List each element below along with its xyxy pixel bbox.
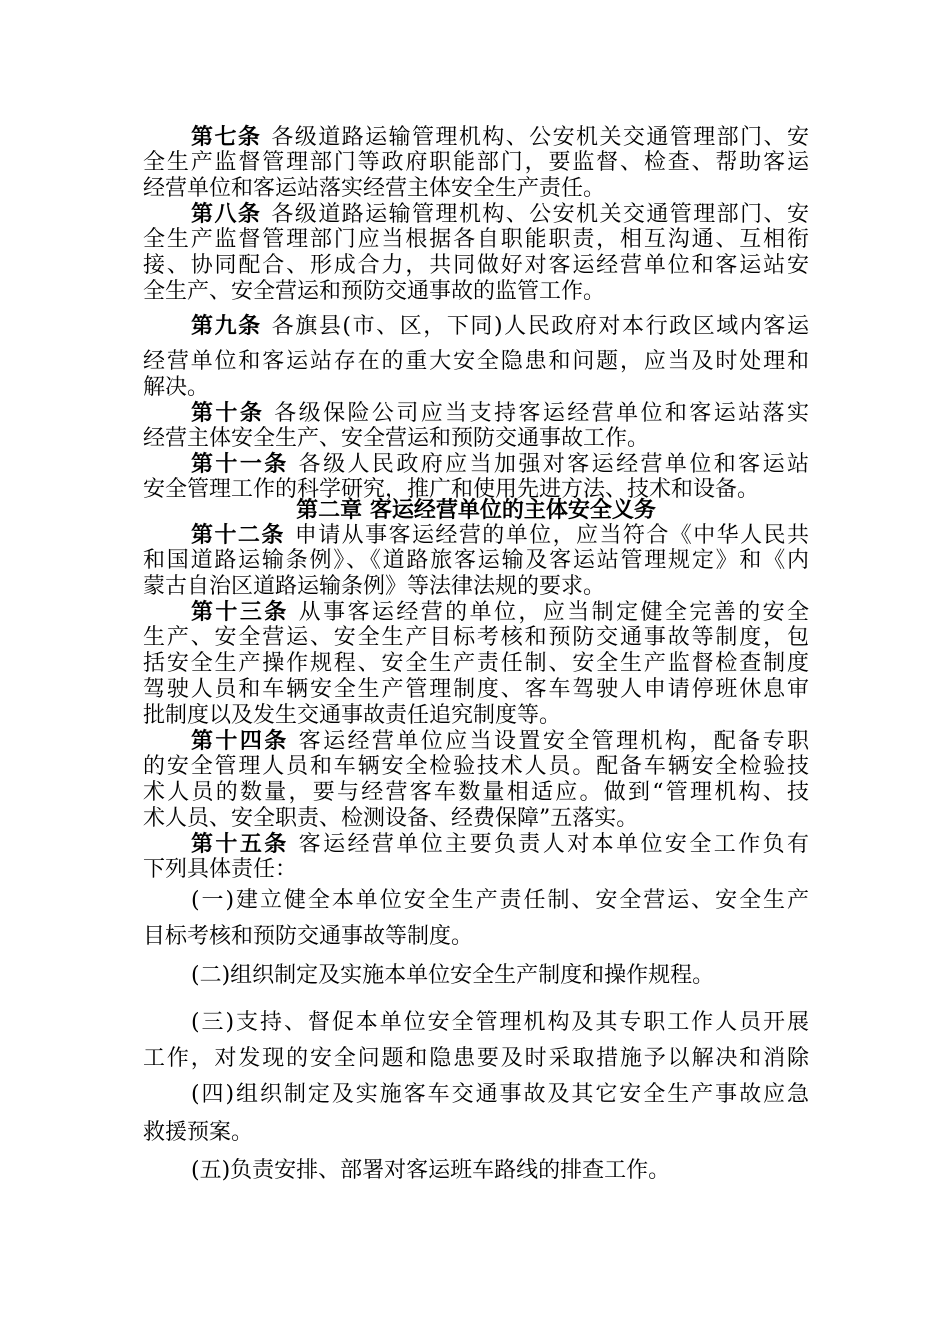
article-14-label: 第十四条: [191, 728, 289, 754]
article-10-line-2: 经营主体安全生产、安全营运和预防交通事故工作。: [143, 426, 650, 451]
article-15-label: 第十五条: [191, 831, 289, 857]
article-7-label: 第七条: [191, 124, 262, 150]
article-13-text-1: 从事客运经营的单位，应当制定健全完善的安全: [298, 600, 809, 625]
article-12-label: 第十二条: [191, 522, 285, 548]
item-3-line-1: (三)支持、督促本单位安全管理机构及其专职工作人员开展: [191, 1010, 809, 1035]
article-8-label: 第八条: [191, 201, 262, 227]
article-9-line-3: 解决。: [143, 375, 210, 400]
article-14-line-3: 术人员的数量，要与经营客车数量相适应。做到“管理机构、技: [143, 780, 809, 805]
article-10-label: 第十条: [191, 400, 265, 426]
article-13-line-2: 生产、安全营运、安全生产目标考核和预防交通事故等制度，包: [143, 625, 809, 650]
article-7-text-1: 各级道路运输管理机构、公安机关交通管理部门、安: [271, 125, 809, 150]
article-12-text-1: 申请从事客运经营的单位，应当符合《中华人民共: [294, 523, 809, 548]
article-11-line-1: [191, 451, 809, 478]
article-13-line-3: 括安全生产操作规程、安全生产责任制、安全生产监督检查制度: [143, 651, 809, 676]
article-9-line-2: 经营单位和客运站存在的重大安全隐患和问题，应当及时处理和: [143, 349, 809, 374]
article-15-line-1: [191, 831, 809, 858]
article-11-line-2: 安全管理工作的科学研究，推广和使用先进方法、技术和设备。: [143, 477, 760, 502]
article-15-text-1: 客运经营单位主要负责人对本单位安全工作负有: [298, 832, 809, 857]
chapter-2-heading: 第二章 客运经营单位的主体安全义务: [296, 497, 656, 523]
item-1-line-1: (一)建立健全本单位安全生产责任制、安全营运、安全生产: [191, 888, 809, 913]
article-14-line-2: 的安全管理人员和车辆安全检验技术人员。配备车辆安全检验技: [143, 754, 809, 779]
article-7-line-1: [191, 124, 809, 151]
item-2-line-1: (二)组织制定及实施本单位安全生产制度和操作规程。: [191, 963, 715, 988]
item-3-line-2: 工作，对发现的安全问题和隐患要及时采取措施予以解决和消除: [143, 1046, 809, 1071]
article-8-text-1: 各级道路运输管理机构、公安机关交通管理部门、安: [271, 202, 809, 227]
article-14-text-1: 客运经营单位应当设置安全管理机构，配备专职: [298, 729, 809, 754]
article-12-line-1: [191, 522, 809, 549]
article-9-text-1: 各旗县(市、区，下同)人民政府对本行政区域内客运: [271, 314, 809, 339]
item-4-line-1: (四)组织制定及实施客车交通事故及其它安全生产事故应急: [191, 1082, 809, 1107]
article-7-line-2: 全生产监督管理部门等政府职能部门，要监督、检查、帮助客运: [143, 150, 809, 175]
item-1-line-2: 目标考核和预防交通事故等制度。: [143, 924, 474, 949]
article-15-line-2: 下列具体责任：: [143, 857, 298, 882]
article-13-line-5: 批制度以及发生交通事故责任追究制度等。: [143, 703, 562, 728]
article-8-line-3: 接、协同配合、形成合力，共同做好对客运经营单位和客运站安: [143, 253, 809, 278]
article-12-line-2: 和国道路运输条例》、《道路旅客运输及客运站管理规定》和《内: [143, 548, 809, 573]
article-13-line-1: [191, 599, 809, 626]
article-7-line-3: 经营单位和客运站落实经营主体安全生产责任。: [143, 176, 606, 201]
article-8-line-2: 全生产监督管理部门应当根据各自职能职责，相互沟通、互相衔: [143, 227, 809, 252]
article-11-text-1: 各级人民政府应当加强对客运经营单位和客运站: [298, 452, 809, 477]
article-14-line-1: [191, 728, 809, 755]
article-9-line-1: [191, 313, 809, 340]
article-14-line-4: 术人员、安全职责、检测设备、经费保障”五落实。: [143, 806, 639, 831]
article-9-label: 第九条: [191, 313, 262, 339]
article-12-line-3: 蒙古自治区道路运输条例》等法律法规的要求。: [143, 574, 606, 599]
item-4-line-2: 救援预案。: [143, 1120, 254, 1145]
article-8-line-4: 全生产、安全营运和预防交通事故的监管工作。: [143, 279, 606, 304]
article-13-label: 第十三条: [191, 599, 289, 625]
article-8-line-1: [191, 201, 809, 228]
article-13-line-4: 驾驶人员和车辆安全生产管理制度、客车驾驶人申请停班休息审: [143, 677, 809, 702]
article-11-label: 第十一条: [191, 451, 289, 477]
article-10-text-1: 各级保险公司应当支持客运经营单位和客运站落实: [274, 401, 809, 426]
item-5-line-1: (五)负责安排、部署对客运班车路线的排查工作。: [191, 1158, 671, 1183]
article-10-line-1: [191, 400, 809, 427]
